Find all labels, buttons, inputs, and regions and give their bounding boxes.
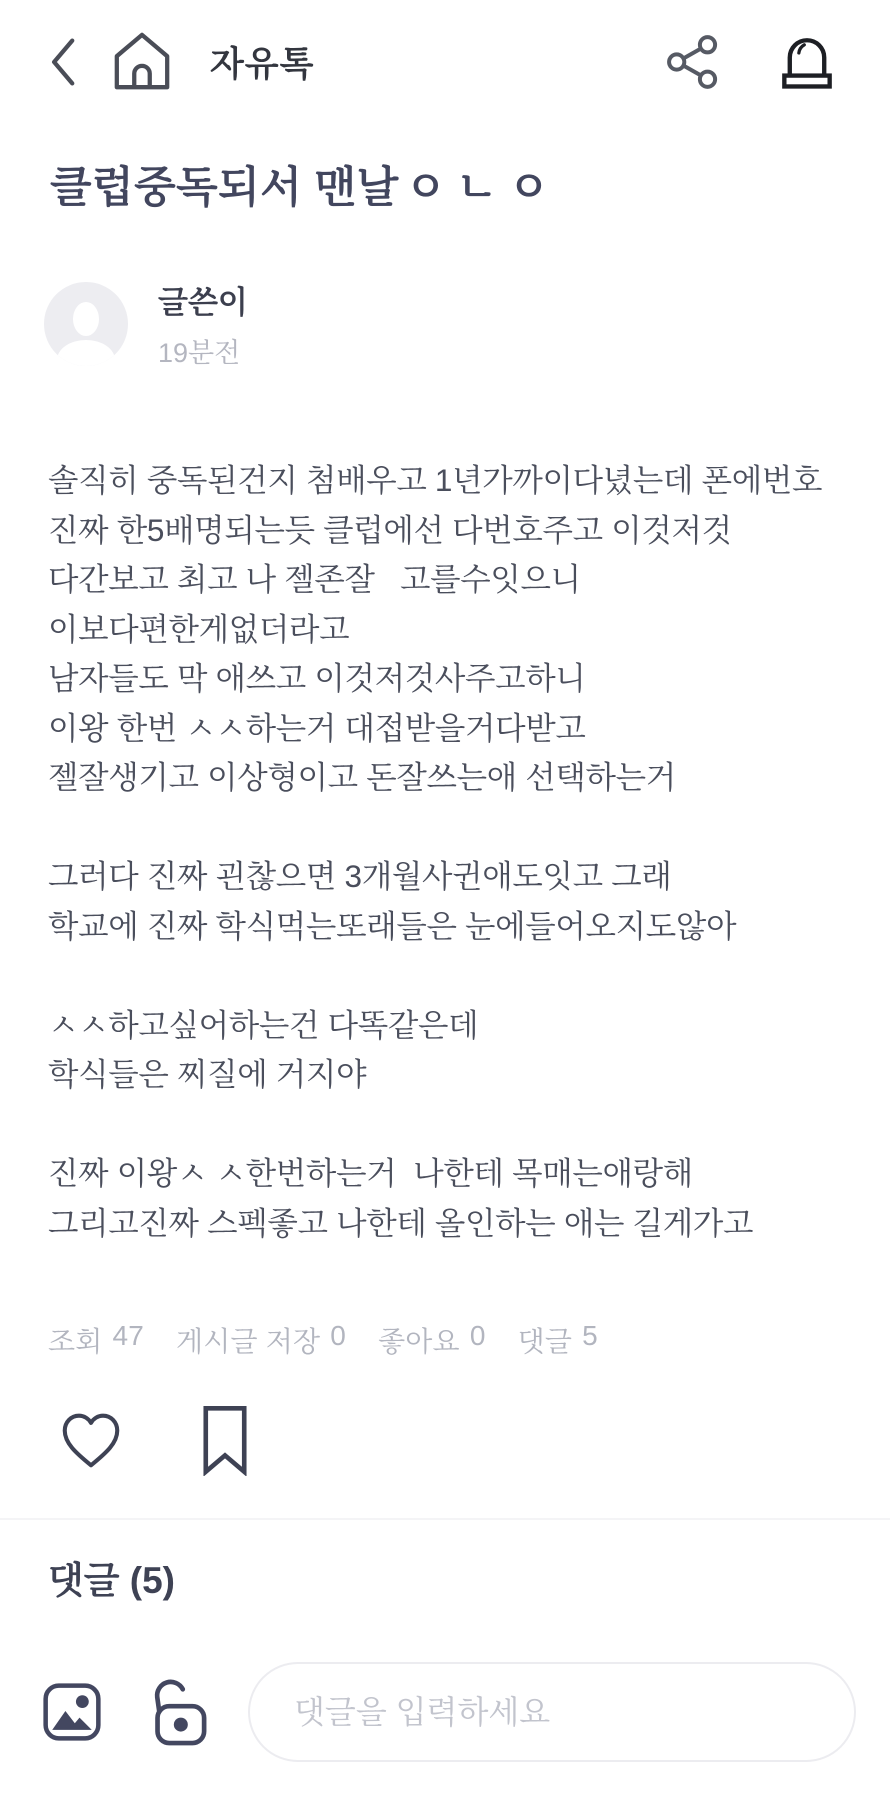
share-button[interactable] (662, 31, 724, 93)
body-line (48, 1100, 844, 1150)
author-row (44, 277, 840, 370)
secret-comment-toggle[interactable] (142, 1675, 208, 1749)
stat-likes: 좋아요 0 (378, 1320, 486, 1357)
siren-report-icon (778, 32, 836, 92)
stat-saves: 게시글 저장 0 (176, 1320, 347, 1357)
back-button[interactable] (42, 34, 86, 90)
bookmark-icon (200, 1404, 252, 1476)
post-body (48, 456, 844, 1248)
avatar-person-icon (73, 302, 99, 336)
back-chevron-icon (44, 34, 84, 90)
image-icon (40, 1680, 104, 1744)
comment-input-row (40, 1662, 856, 1762)
body-line: 이보다편한게없더라고 (48, 610, 350, 647)
post-timestamp: 19분전 (158, 338, 241, 368)
bookmark-button[interactable] (200, 1404, 252, 1476)
home-icon (109, 31, 175, 93)
stat-comments: 댓글 5 (517, 1320, 598, 1357)
body-line (48, 803, 844, 853)
comment-input[interactable] (248, 1662, 856, 1762)
comments-heading: 댓글 (5) (48, 1560, 175, 1601)
body-line: 그러다 진짜 괸찮으면 3개월사귄애도잇고 그래 (48, 858, 672, 894)
body-line: 다간보고 최고 나 젤존잘 고를수잇으니 (48, 561, 581, 597)
body-line: 남자들도 막 애쓰고 이것저것사주고하니 (48, 660, 586, 696)
app-header (0, 0, 890, 108)
body-line: 학식들은 찌질에 거지야 (48, 1056, 367, 1092)
report-button[interactable] (776, 30, 838, 94)
body-line: 진짜 한5배명되는듯 클럽에선 다번호주고 이것저것 (48, 511, 732, 548)
stat-views: 조회 47 (48, 1320, 145, 1357)
body-line (48, 951, 844, 1001)
body-line: 그리고진짜 스펙좋고 나한테 올인하는 애는 길게가고 (48, 1204, 754, 1241)
post-actions (56, 1402, 890, 1478)
like-button[interactable] (56, 1405, 126, 1475)
post-title: 클럽중독되서 맨날 ㅇㄴㅇ (50, 164, 560, 212)
body-line: 진짜 이왕ㅅ ㅅ한번하는거 나한테 목매는애랑해 (48, 1155, 693, 1191)
post-stats (48, 1320, 840, 1360)
home-button[interactable] (108, 30, 176, 94)
body-line: 젤잘생기고 이상형이고 돈잘쓰는애 선택하는거 (48, 759, 676, 795)
board-title: 자유톡 (210, 45, 315, 84)
unlock-icon (142, 1675, 208, 1749)
heart-icon (56, 1405, 126, 1475)
body-line: 학교에 진짜 학식먹는또래들은 눈에들어오지도않아 (48, 907, 737, 944)
author-name: 글쓴이 (158, 285, 248, 320)
attach-image-button[interactable] (40, 1680, 104, 1744)
section-divider (0, 1518, 890, 1520)
body-line: ㅅㅅ하고싶어하는건 다똑같은데 (48, 1006, 479, 1043)
body-line: 솔직히 중독된건지 첨배우고 1년가까이다녔는데 폰에번호 (48, 462, 823, 498)
share-icon (664, 33, 722, 91)
post-title-jamo: ㅇㄴㅇ (404, 164, 560, 212)
avatar[interactable] (44, 282, 128, 366)
body-line: 이왕 한번 ㅅㅅ하는거 대접받을거다받고 (48, 709, 586, 746)
